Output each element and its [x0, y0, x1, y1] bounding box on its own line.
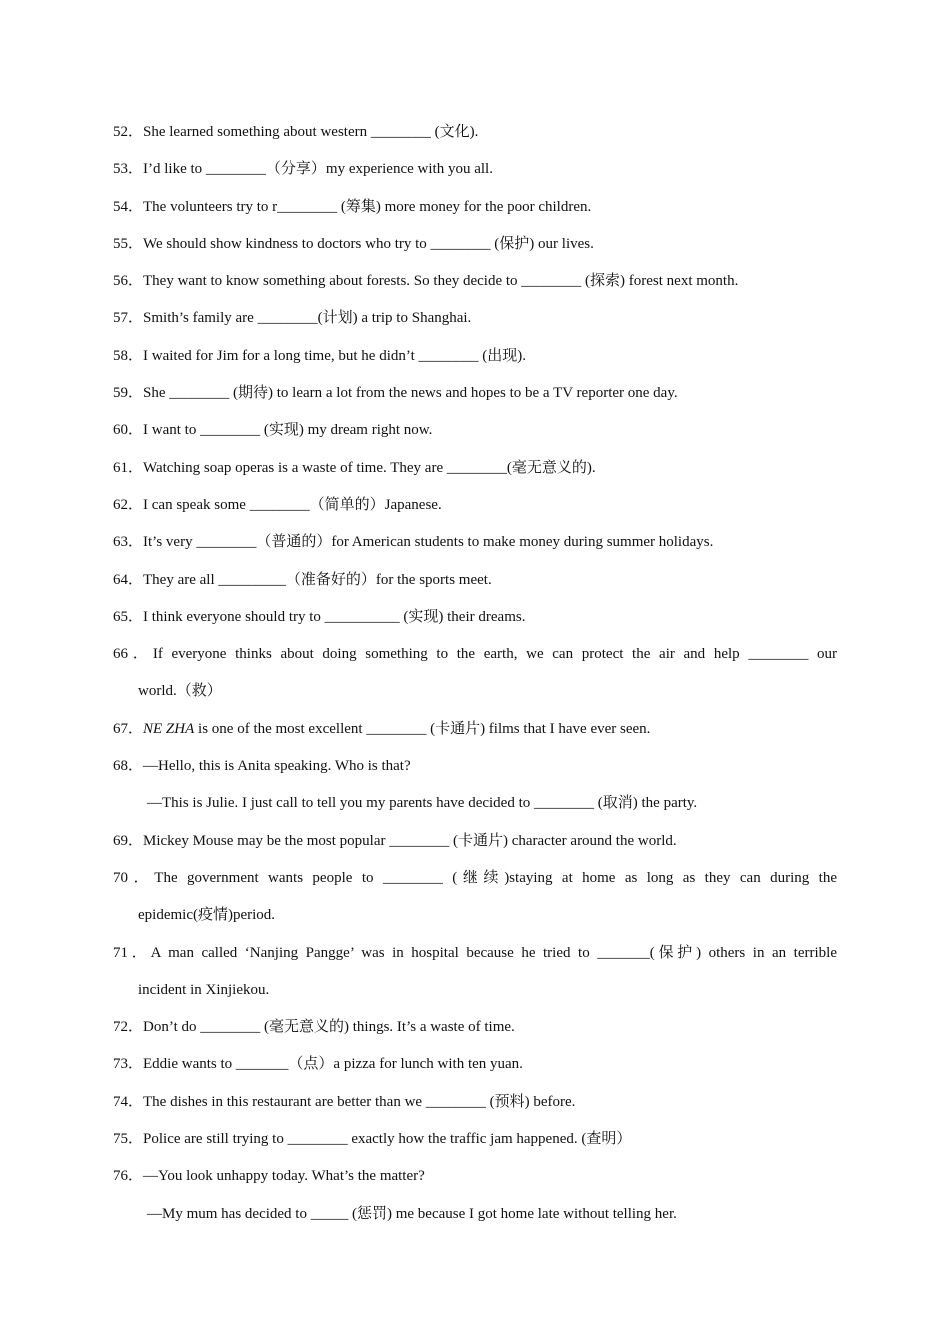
question-number: 73． — [113, 1056, 144, 1073]
question-number: 58． — [113, 347, 144, 364]
question-number: 61． — [113, 459, 144, 476]
question-number: 60． — [113, 422, 144, 439]
question-text: Don’t do ________ (毫无意义的) things. It’s a waste of time. — [143, 1019, 515, 1036]
question-text: I waited for Jim for a long time, but he didn’t ________ (出现). — [143, 347, 527, 364]
question-number: 52． — [113, 124, 144, 140]
question-64 — [113, 562, 837, 599]
question-number: 74． — [113, 1093, 144, 1110]
question-text: We should show kindness to doctors who try to ________ (保护) our lives. — [143, 235, 594, 252]
question-69 — [113, 823, 837, 860]
question-text: The volunteers try to r________ (筹集) more money for the poor children. — [143, 198, 592, 215]
question-first-line — [113, 636, 837, 673]
question-57 — [113, 300, 837, 337]
question-76 — [113, 1158, 837, 1195]
question-text: If everyone thinks about doing something to the earth, we can protect the air and help ________ our — [152, 646, 837, 663]
question-text: She ________ (期待) to learn a lot from the news and hopes to be a TV reporter one day. — [143, 385, 678, 402]
question-66 — [113, 636, 837, 711]
question-text: —You look unhappy today. What’s the matter? — [143, 1168, 425, 1185]
question-number: 76． — [113, 1168, 144, 1185]
question-75 — [113, 1121, 837, 1158]
question-number: 56． — [113, 273, 144, 290]
question-71 — [113, 935, 837, 1010]
question-text: Eddie wants to _______（点）a pizza for lunch with ten yuan. — [143, 1056, 523, 1073]
question-67 — [113, 711, 837, 748]
question-number: 55． — [113, 235, 144, 252]
question-first-line — [113, 935, 837, 972]
question-58 — [113, 338, 837, 375]
question-first-line — [113, 860, 837, 897]
question-text: The government wants people to ________ (继续)staying at home as long as they can during the — [154, 869, 837, 886]
question-text: I’d like to ________（分享）my experience with you all. — [143, 161, 493, 178]
question-65 — [113, 599, 837, 636]
question-60 — [113, 412, 837, 449]
question-continuation: world.（救） — [138, 683, 222, 700]
question-text: She learned something about western ________ (文化). — [143, 124, 479, 140]
question-63 — [113, 524, 837, 561]
question-number: 59． — [113, 385, 144, 402]
question-text: The dishes in this restaurant are better than we ________ (预料) before. — [143, 1093, 576, 1110]
question-55 — [113, 226, 837, 263]
question-number: 71． — [113, 944, 151, 961]
dialogue-reply: —This is Julie. I just call to tell you my parents have decided to ________ (取消) the party. — [147, 795, 698, 812]
question-continuation: incident in Xinjiekou. — [138, 981, 270, 998]
question-number: 53． — [113, 161, 144, 178]
question-continuation: epidemic(疫情)period. — [138, 907, 276, 924]
question-text: I can speak some ________（简单的）Japanese. — [143, 496, 442, 513]
question-text: —Hello, this is Anita speaking. Who is that? — [143, 758, 411, 775]
question-number: 54． — [113, 198, 144, 215]
question-number: 68． — [113, 758, 144, 775]
question-52 — [113, 114, 837, 151]
question-74 — [113, 1084, 837, 1121]
question-text: It’s very ________（普通的）for American students to make money during summer holidays. — [143, 534, 714, 551]
question-54 — [113, 189, 837, 226]
question-number: 75． — [113, 1131, 144, 1148]
question-number: 67． — [113, 720, 144, 737]
question-number: 70． — [113, 869, 155, 886]
question-text: Police are still trying to ________ exactly how the traffic jam happened. (查明） — [143, 1131, 632, 1148]
question-text: They are all _________（准备好的）for the sports meet. — [143, 571, 492, 588]
question-68 — [113, 748, 837, 785]
question-number: 65． — [113, 608, 144, 625]
question-59 — [113, 375, 837, 412]
question-53 — [113, 151, 837, 188]
question-73 — [113, 1046, 837, 1083]
question-text: I want to ________ (实现) my dream right now. — [143, 422, 433, 439]
question-text: They want to know something about forests. So they decide to ________ (探索) forest next month. — [143, 273, 739, 290]
question-56 — [113, 263, 837, 300]
question-text: Mickey Mouse may be the most popular ________ (卡通片) character around the world. — [143, 832, 677, 849]
question-61 — [113, 450, 837, 487]
question-number: 72． — [113, 1019, 144, 1036]
question-text: I think everyone should try to __________ (实现) their dreams. — [143, 608, 526, 625]
question-number: 69． — [113, 832, 144, 849]
question-number: 66． — [113, 646, 153, 663]
question-number: 63． — [113, 534, 144, 551]
question-number: 62． — [113, 496, 144, 513]
question-text: A man called ‘Nanjing Pangge’ was in hospital because he tried to _______(保护) others in an terrible — [150, 944, 837, 961]
question-text: is one of the most excellent ________ (卡通片) films that I have ever seen. — [194, 720, 651, 737]
question-72 — [113, 1009, 837, 1046]
question-number: 57． — [113, 310, 144, 327]
question-text: Smith’s family are ________(计划) a trip to Shanghai. — [143, 310, 472, 327]
worksheet-page — [113, 114, 837, 1233]
question-62 — [113, 487, 837, 524]
question-number: 64． — [113, 571, 144, 588]
film-title: NE ZHA — [143, 720, 195, 737]
dialogue-reply: —My mum has decided to _____ (惩罚) me because I got home late without telling her. — [147, 1205, 677, 1222]
question-text: Watching soap operas is a waste of time. They are ________(毫无意义的). — [143, 459, 596, 476]
question-70 — [113, 860, 837, 935]
